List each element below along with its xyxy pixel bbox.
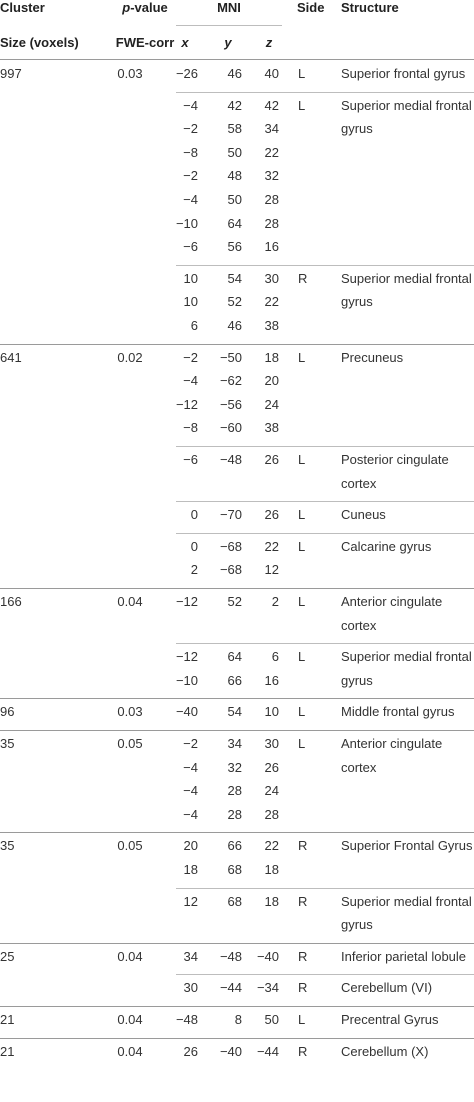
structure-cell: Superior medial frontal [341, 649, 472, 664]
coord-y: −68 [219, 539, 242, 554]
structure-cell: cortex [341, 760, 377, 775]
cluster-size: 96 [0, 704, 15, 719]
cluster-size: 166 [0, 594, 22, 609]
coord-z: 22 [264, 145, 279, 160]
structure-cell: Superior medial frontal [341, 894, 472, 909]
cluster-p-value: 0.04 [117, 1044, 143, 1059]
coord-y: 52 [227, 594, 242, 609]
side-cell: L [298, 98, 306, 113]
cluster-rule [0, 1006, 474, 1007]
coord-x: −4 [183, 373, 198, 388]
structure-cell: Middle frontal gyrus [341, 704, 455, 719]
cluster-size: 35 [0, 838, 15, 853]
coord-x: −10 [175, 673, 198, 688]
coord-y: −44 [219, 980, 242, 995]
coord-x: −4 [183, 98, 198, 113]
structure-cell: Cerebellum (VI) [341, 980, 433, 995]
coord-y: 28 [227, 783, 242, 798]
coord-z: 24 [264, 783, 279, 798]
cluster-size: 25 [0, 949, 15, 964]
coord-y: −68 [219, 562, 242, 577]
coord-z: 12 [264, 562, 279, 577]
coord-z: 6 [271, 649, 279, 664]
coord-z: 42 [264, 98, 279, 113]
coord-x: −2 [183, 736, 198, 751]
coord-z: 24 [264, 397, 279, 412]
coord-y: 46 [227, 318, 242, 333]
structure-cell: Posterior cingulate [341, 452, 449, 467]
coord-x: 26 [183, 1044, 198, 1059]
coord-x: 2 [190, 562, 198, 577]
mni-underline [176, 25, 282, 26]
coord-y: −48 [219, 452, 242, 467]
coord-y: 48 [227, 168, 242, 183]
cluster-size: 35 [0, 736, 15, 751]
coord-x: −4 [183, 760, 198, 775]
cluster-rule [0, 832, 474, 833]
side-cell: L [298, 704, 306, 719]
structure-cell: Superior frontal gyrus [341, 66, 466, 81]
coord-y: −62 [219, 373, 242, 388]
group-rule [176, 501, 474, 502]
side-cell: R [298, 949, 308, 964]
coord-x: 20 [183, 838, 198, 853]
coord-y: 54 [227, 271, 242, 286]
coord-x: −4 [183, 783, 198, 798]
coord-y: 64 [227, 216, 242, 231]
coord-z: 38 [264, 420, 279, 435]
coord-x: 18 [183, 862, 198, 877]
coord-y: 54 [227, 704, 242, 719]
structure-cell: Precuneus [341, 350, 404, 365]
structure-cell: Inferior parietal lobule [341, 949, 467, 964]
coord-z: −40 [256, 949, 279, 964]
coord-z: 38 [264, 318, 279, 333]
cluster-rule [0, 588, 474, 589]
structure-cell: Precentral Gyrus [341, 1012, 439, 1027]
coord-z: 18 [264, 350, 279, 365]
cluster-size: 997 [0, 66, 22, 81]
coord-z: 18 [264, 862, 279, 877]
structure-cell: gyrus [341, 917, 373, 932]
coord-x: −4 [183, 192, 198, 207]
group-rule [176, 888, 474, 889]
coord-y: 42 [227, 98, 242, 113]
header-p-italic: p [122, 0, 131, 15]
coord-z: 40 [264, 66, 279, 81]
coord-x: −8 [183, 145, 198, 160]
side-cell: R [298, 1044, 308, 1059]
coord-z: 32 [264, 168, 279, 183]
cluster-p-value: 0.03 [117, 704, 143, 719]
coord-y: −40 [219, 1044, 242, 1059]
coord-z: 10 [264, 704, 279, 719]
cluster-size: 21 [0, 1012, 15, 1027]
coord-x: 10 [183, 271, 198, 286]
coord-x: 0 [190, 507, 198, 522]
coord-y: −50 [219, 350, 242, 365]
coord-y: 50 [227, 145, 242, 160]
side-cell: L [298, 507, 306, 522]
side-cell: L [298, 649, 306, 664]
coord-z: 26 [264, 760, 279, 775]
group-rule [176, 265, 474, 266]
coord-z: 28 [264, 807, 279, 822]
structure-cell: gyrus [341, 673, 373, 688]
coord-z: −34 [256, 980, 279, 995]
coord-y: 66 [227, 673, 242, 688]
structure-cell: gyrus [341, 121, 373, 136]
coord-x: 34 [183, 949, 198, 964]
coord-y: 68 [227, 862, 242, 877]
cluster-p-value: 0.02 [117, 350, 143, 365]
side-cell: L [298, 1012, 306, 1027]
cluster-rule [0, 730, 474, 731]
group-rule [176, 643, 474, 644]
side-cell: L [298, 594, 306, 609]
header-y: y [224, 35, 232, 50]
coord-z: 2 [271, 594, 279, 609]
coord-z: 50 [264, 1012, 279, 1027]
coord-x: −12 [175, 397, 198, 412]
header-mni: MNI [217, 0, 241, 15]
coord-z: 30 [264, 271, 279, 286]
coord-z: 22 [264, 838, 279, 853]
coord-z: −44 [256, 1044, 279, 1059]
structure-cell: cortex [341, 618, 377, 633]
coord-z: 28 [264, 216, 279, 231]
coord-x: −12 [175, 594, 198, 609]
side-cell: L [298, 736, 306, 751]
side-cell: R [298, 838, 308, 853]
coord-z: 26 [264, 507, 279, 522]
coord-x: 0 [190, 539, 198, 554]
structure-cell: Anterior cingulate [341, 594, 443, 609]
cluster-p-value: 0.04 [117, 594, 143, 609]
cluster-rule [0, 698, 474, 699]
group-rule [176, 92, 474, 93]
coord-y: 50 [227, 192, 242, 207]
coord-y: −56 [219, 397, 242, 412]
coord-x: −8 [183, 420, 198, 435]
structure-cell: Superior medial frontal [341, 98, 472, 113]
coord-x: 12 [183, 894, 198, 909]
side-cell: L [298, 539, 306, 554]
coord-y: 32 [227, 760, 242, 775]
structure-cell: gyrus [341, 294, 373, 309]
coord-x: 30 [183, 980, 198, 995]
coord-y: 52 [227, 294, 242, 309]
coord-x: −26 [175, 66, 198, 81]
coord-x: −2 [183, 121, 198, 136]
coord-x: −12 [175, 649, 198, 664]
cluster-rule [0, 1038, 474, 1039]
structure-cell: Superior Frontal Gyrus [341, 838, 473, 853]
coord-z: 20 [264, 373, 279, 388]
structure-cell: cortex [341, 476, 377, 491]
coord-x: −4 [183, 807, 198, 822]
cluster-p-value: 0.04 [117, 949, 143, 964]
coord-y: 66 [227, 838, 242, 853]
coord-z: 26 [264, 452, 279, 467]
coord-y: 64 [227, 649, 242, 664]
header-size: Size (voxels) [0, 35, 79, 50]
coord-x: −2 [183, 350, 198, 365]
coord-x: −48 [175, 1012, 198, 1027]
header-side: Side [297, 0, 325, 15]
side-cell: L [298, 452, 306, 467]
cluster-rule [0, 344, 474, 345]
coord-y: 56 [227, 239, 242, 254]
coord-z: 16 [264, 239, 279, 254]
coord-z: 22 [264, 294, 279, 309]
structure-cell: Calcarine gyrus [341, 539, 432, 554]
group-rule [176, 446, 474, 447]
coord-x: −6 [183, 239, 198, 254]
structure-cell: Anterior cingulate [341, 736, 443, 751]
header-p-rest: -value [130, 0, 168, 15]
cluster-size: 21 [0, 1044, 15, 1059]
coord-x: 10 [183, 294, 198, 309]
coord-z: 28 [264, 192, 279, 207]
cluster-size: 641 [0, 350, 22, 365]
side-cell: R [298, 894, 308, 909]
side-cell: R [298, 271, 308, 286]
coord-y: 8 [234, 1012, 242, 1027]
cluster-p-value: 0.04 [117, 1012, 143, 1027]
side-cell: L [298, 350, 306, 365]
cluster-p-value: 0.03 [117, 66, 143, 81]
coord-z: 30 [264, 736, 279, 751]
coord-x: −2 [183, 168, 198, 183]
cluster-rule [0, 943, 474, 944]
cluster-p-value: 0.05 [117, 736, 143, 751]
structure-cell: Cuneus [341, 507, 386, 522]
coord-y: 68 [227, 894, 242, 909]
coord-y: −60 [219, 420, 242, 435]
coord-x: 6 [190, 318, 198, 333]
group-rule [176, 974, 474, 975]
side-cell: L [298, 66, 306, 81]
structure-cell: Cerebellum (X) [341, 1044, 429, 1059]
coord-y: −48 [219, 949, 242, 964]
coord-y: 58 [227, 121, 242, 136]
coord-z: 18 [264, 894, 279, 909]
header-cluster: Cluster [0, 0, 45, 15]
side-cell: R [298, 980, 308, 995]
coord-y: 34 [227, 736, 242, 751]
coord-x: −10 [175, 216, 198, 231]
coord-z: 22 [264, 539, 279, 554]
header-z: z [265, 35, 273, 50]
coord-y: −70 [219, 507, 242, 522]
coord-z: 34 [264, 121, 279, 136]
coord-x: −40 [175, 704, 198, 719]
header-rule [0, 59, 474, 60]
cluster-p-value: 0.05 [117, 838, 143, 853]
coord-z: 16 [264, 673, 279, 688]
header-x: x [181, 35, 189, 50]
header-structure: Structure [341, 0, 399, 15]
structure-cell: Superior medial frontal [341, 271, 472, 286]
header-fwe: FWE-corr [115, 35, 175, 50]
coord-y: 28 [227, 807, 242, 822]
coord-x: −6 [183, 452, 198, 467]
group-rule [176, 533, 474, 534]
coord-y: 46 [227, 66, 242, 81]
